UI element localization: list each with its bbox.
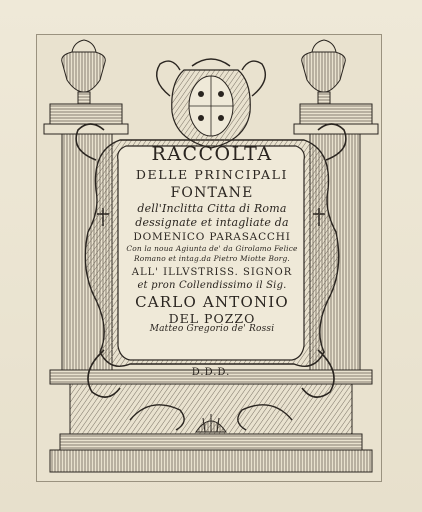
dedicatee-honorific: et pron Collendissimo il Sig. — [137, 279, 287, 291]
title-line-fontane: FONTANE — [170, 184, 254, 201]
urn-icon — [302, 40, 346, 104]
author-name: DOMENICO PARASACCHI — [133, 230, 291, 243]
dedication-mark: D.D.D. — [191, 367, 231, 378]
addition-note-1: Con la noua Agiunta de' da Girolamo Felice — [126, 244, 298, 253]
dedicatee-surname: DEL POZZO — [168, 310, 256, 326]
addition-note-2: Romano et intag.da Pietro Miotte Borg. — [134, 254, 290, 264]
urn-icon — [62, 40, 106, 104]
subtitle-engraved: dessignate et intagliate da — [135, 215, 289, 229]
title-cartouche — [124, 143, 300, 358]
dedicatee-title: ALL' ILLVSTRISS. SIGNOR — [131, 266, 293, 278]
dedicatee-first-name: CARLO ANTONIO — [135, 292, 289, 311]
title-line-principali: DELLE PRINCIPALI — [135, 167, 289, 182]
title-line-raccolta: RACCOLTA — [151, 143, 273, 165]
coat-of-arms-icon — [172, 59, 251, 148]
subtitle-city: dell'Inclitta Citta di Roma — [137, 201, 287, 215]
publisher-name: Matteo Gregorio de' Rossi — [149, 324, 275, 335]
